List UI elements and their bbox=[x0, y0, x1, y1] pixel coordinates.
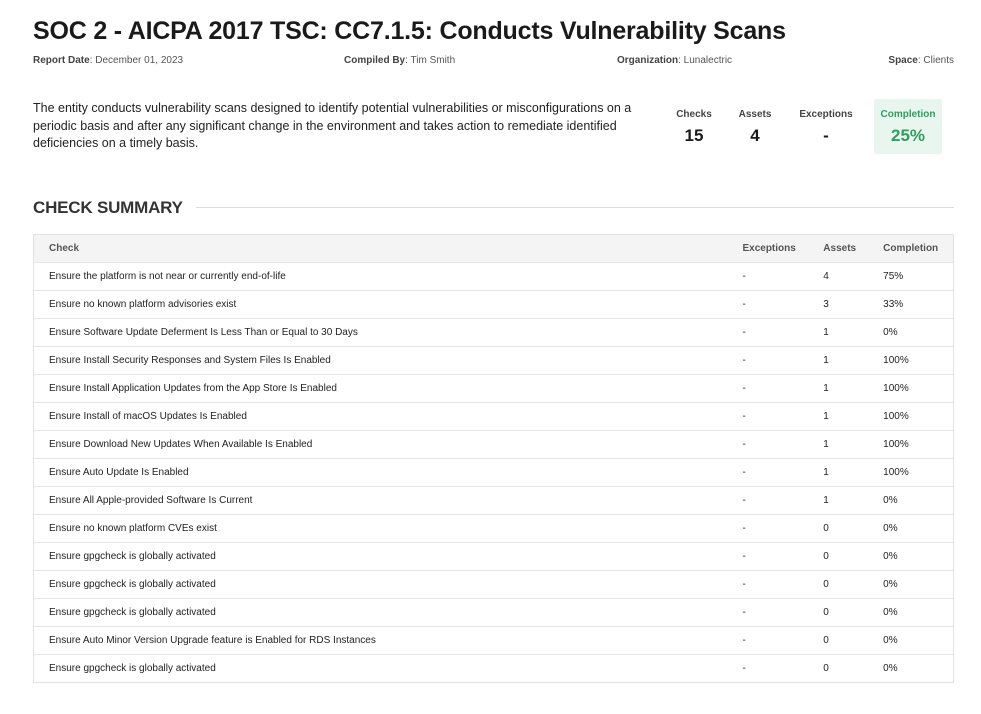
completion-cell: 0% bbox=[883, 635, 898, 646]
column-header-assets: Assets bbox=[823, 243, 857, 254]
exceptions-cell: - bbox=[742, 495, 746, 506]
exceptions-cell: - bbox=[742, 355, 746, 366]
table-row bbox=[34, 570, 953, 598]
table-row bbox=[34, 654, 953, 682]
check-name-cell: Ensure Install of macOS Updates Is Enabled bbox=[49, 411, 247, 422]
table-row bbox=[34, 318, 953, 346]
assets-cell: 0 bbox=[823, 551, 829, 562]
exceptions-value: - bbox=[823, 126, 829, 145]
completion-cell: 0% bbox=[883, 495, 898, 506]
assets-cell: 0 bbox=[823, 635, 829, 646]
exceptions-cell: - bbox=[742, 663, 746, 674]
space bbox=[888, 55, 954, 66]
checks-label: Checks bbox=[676, 109, 712, 120]
column-header-exceptions: Exceptions bbox=[742, 243, 796, 254]
completion-stat bbox=[874, 99, 942, 154]
assets-value: 4 bbox=[750, 126, 760, 145]
table-row bbox=[34, 430, 953, 458]
check-name-cell: Ensure gpgcheck is globally activated bbox=[49, 551, 216, 562]
exceptions-cell: - bbox=[742, 551, 746, 562]
completion-label: Completion bbox=[880, 109, 936, 120]
section-title: CHECK SUMMARY bbox=[33, 198, 183, 217]
exceptions-cell: - bbox=[742, 523, 746, 534]
space-value: : Clients bbox=[917, 55, 954, 66]
report-date bbox=[33, 55, 183, 66]
assets-cell: 1 bbox=[823, 355, 829, 366]
assets-stat bbox=[733, 99, 777, 154]
exceptions-cell: - bbox=[742, 579, 746, 590]
check-name-cell: Ensure no known platform CVEs exist bbox=[49, 523, 217, 534]
completion-cell: 33% bbox=[883, 299, 904, 310]
completion-cell: 0% bbox=[883, 663, 898, 674]
organization-value: : Lunalectric bbox=[678, 55, 733, 66]
exceptions-cell: - bbox=[742, 411, 746, 422]
checks-stat bbox=[672, 99, 716, 154]
assets-label: Assets bbox=[738, 109, 772, 120]
exceptions-cell: - bbox=[742, 607, 746, 618]
table-row bbox=[34, 402, 953, 430]
completion-cell: 100% bbox=[883, 439, 909, 450]
check-name-cell: Ensure Install Security Responses and System Files Is Enabled bbox=[49, 355, 331, 366]
table-header-row bbox=[34, 235, 953, 262]
assets-cell: 3 bbox=[823, 299, 829, 310]
table-row bbox=[34, 262, 953, 290]
assets-cell: 1 bbox=[823, 495, 829, 506]
assets-cell: 0 bbox=[823, 579, 829, 590]
exceptions-cell: - bbox=[742, 271, 746, 282]
check-name-cell: Ensure Auto Minor Version Upgrade feature is Enabled for RDS Instances bbox=[49, 635, 376, 646]
exceptions-cell: - bbox=[742, 327, 746, 338]
check-name-cell: Ensure Software Update Deferment Is Less Than or Equal to 30 Days bbox=[49, 327, 358, 338]
table-row bbox=[34, 486, 953, 514]
check-name-cell: Ensure Download New Updates When Available Is Enabled bbox=[49, 439, 313, 450]
exceptions-stat bbox=[794, 99, 858, 154]
table-row bbox=[34, 598, 953, 626]
completion-cell: 75% bbox=[883, 271, 904, 282]
check-name-cell: Ensure All Apple-provided Software Is Current bbox=[49, 495, 253, 506]
completion-cell: 100% bbox=[883, 383, 909, 394]
completion-cell: 0% bbox=[883, 523, 898, 534]
assets-cell: 1 bbox=[823, 439, 829, 450]
table-row bbox=[34, 374, 953, 402]
completion-value: 25% bbox=[890, 126, 926, 145]
space-label: Space bbox=[888, 55, 918, 66]
control-description: The entity conducts vulnerability scans designed to identify potential vulnerabilities or misconfigurations on a periodic basis and after any significant change in the environment and takes action to remediate identified deficiencies on a timely basis. bbox=[33, 101, 632, 150]
compiled-by-value: : Tim Smith bbox=[405, 55, 456, 66]
exceptions-label: Exceptions bbox=[799, 109, 853, 120]
assets-cell: 1 bbox=[823, 383, 829, 394]
completion-cell: 0% bbox=[883, 327, 898, 338]
table-row bbox=[34, 458, 953, 486]
checks-value: 15 bbox=[684, 126, 704, 145]
assets-cell: 0 bbox=[823, 523, 829, 534]
assets-cell: 1 bbox=[823, 411, 829, 422]
organization bbox=[617, 55, 732, 66]
completion-cell: 100% bbox=[883, 411, 909, 422]
table-row bbox=[34, 542, 953, 570]
assets-cell: 0 bbox=[823, 663, 829, 674]
organization-label: Organization bbox=[617, 55, 679, 66]
check-name-cell: Ensure Auto Update Is Enabled bbox=[49, 467, 189, 478]
report-date-value: : December 01, 2023 bbox=[89, 55, 184, 66]
exceptions-cell: - bbox=[742, 635, 746, 646]
assets-cell: 0 bbox=[823, 607, 829, 618]
report-date-label: Report Date bbox=[33, 55, 90, 66]
table-row bbox=[34, 626, 953, 654]
column-header-completion: Completion bbox=[883, 243, 939, 254]
section-divider bbox=[196, 207, 954, 208]
table-row bbox=[34, 346, 953, 374]
table-row bbox=[34, 290, 953, 318]
completion-cell: 100% bbox=[883, 467, 909, 478]
assets-cell: 4 bbox=[823, 271, 829, 282]
compiled-by bbox=[344, 55, 455, 66]
page-title: SOC 2 - AICPA 2017 TSC: CC7.1.5: Conducts Vulnerability Scans bbox=[33, 17, 786, 45]
completion-cell: 100% bbox=[883, 355, 909, 366]
check-name-cell: Ensure the platform is not near or currently end-of-life bbox=[49, 271, 286, 282]
exceptions-cell: - bbox=[742, 439, 746, 450]
check-summary-table bbox=[33, 234, 954, 683]
exceptions-cell: - bbox=[742, 467, 746, 478]
table-row bbox=[34, 514, 953, 542]
exceptions-cell: - bbox=[742, 299, 746, 310]
completion-cell: 0% bbox=[883, 579, 898, 590]
check-name-cell: Ensure no known platform advisories exist bbox=[49, 299, 237, 310]
exceptions-cell: - bbox=[742, 383, 746, 394]
assets-cell: 1 bbox=[823, 327, 829, 338]
check-name-cell: Ensure gpgcheck is globally activated bbox=[49, 579, 216, 590]
check-name-cell: Ensure gpgcheck is globally activated bbox=[49, 663, 216, 674]
check-name-cell: Ensure Install Application Updates from the App Store Is Enabled bbox=[49, 383, 337, 394]
table-body bbox=[34, 262, 953, 682]
compiled-by-label: Compiled By bbox=[344, 55, 406, 66]
check-name-cell: Ensure gpgcheck is globally activated bbox=[49, 607, 216, 618]
completion-cell: 0% bbox=[883, 607, 898, 618]
column-header-check: Check bbox=[49, 243, 80, 254]
assets-cell: 1 bbox=[823, 467, 829, 478]
completion-cell: 0% bbox=[883, 551, 898, 562]
